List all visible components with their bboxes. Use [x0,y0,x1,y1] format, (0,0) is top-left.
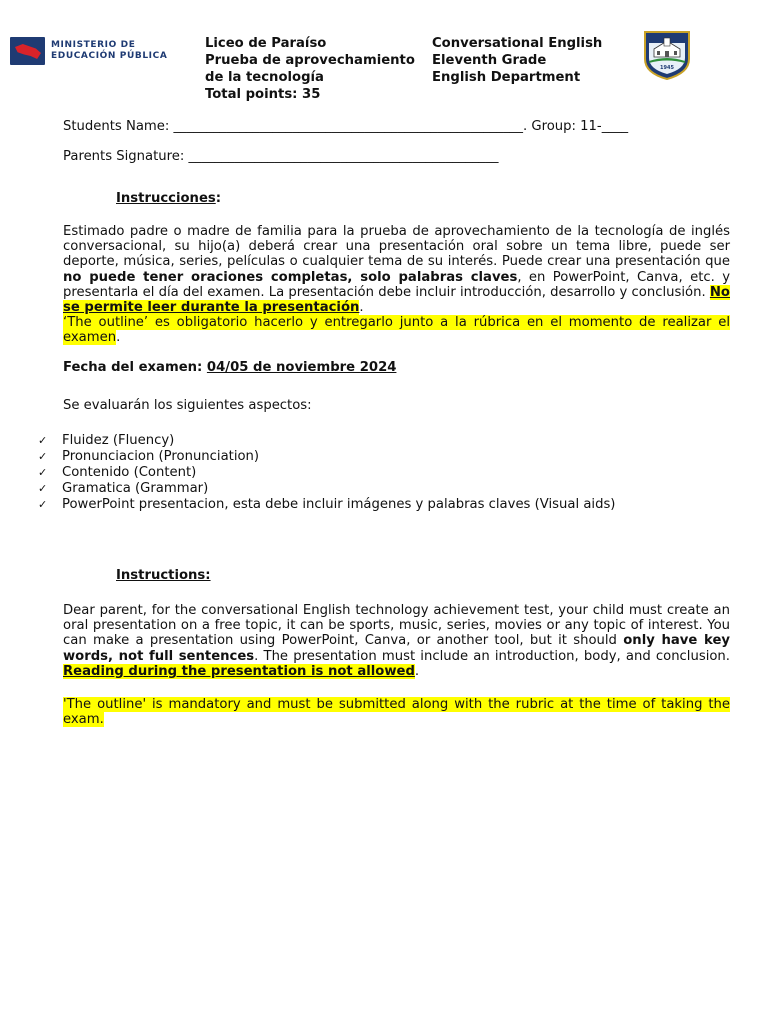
english-period: . [414,663,420,679]
grade-level: Eleventh Grade [432,53,547,68]
department-name: English Department [432,70,581,85]
aspect-grammar: Gramatica (Grammar) [62,481,209,496]
spanish-text-part-2: , en PowerPoint, Canva, etc. y presentarla el día del examen. La presentación debe incluir introducción, desarrollo y conclusión. [63,269,730,300]
total-points: Total points: 35 [205,87,321,102]
school-crest-icon [640,27,694,81]
instructions-heading [116,568,211,583]
spanish-outline-period: . [116,330,121,346]
english-outline-paragraph [63,697,730,727]
costa-rica-map-icon [10,37,45,65]
list-item [38,449,615,465]
aspect-content: Contenido (Content) [62,465,197,480]
aspects-intro: Se evaluarán los siguientes aspectos: [63,398,312,413]
spanish-instructions-paragraph [63,224,730,346]
check-mark-icon: ✓ [38,450,48,463]
aspect-fluency: Fluidez (Fluency) [62,433,175,448]
english-key-words-rule: only have key words, not full sentences [63,633,731,664]
check-mark-icon: ✓ [38,466,48,479]
list-item [38,465,615,481]
course-name: Conversational English [432,36,603,51]
spanish-no-reading-rule: No se permite leer durante la presentación [63,284,730,316]
header-course-info [432,35,602,86]
check-mark-icon: ✓ [38,434,48,447]
check-mark-icon: ✓ [38,482,48,495]
instructions-heading-text: Instructions: [116,568,211,583]
spanish-outline-requirement: ‘The outline’ es obligatorio hacerlo y entregarlo junto a la rúbrica en el momento de realizar el examen [63,315,730,346]
english-outline-requirement: 'The outline' is mandatory and must be submitted along with the rubric at the time of taking the exam. [63,697,730,728]
logo-line-2: EDUCACIÓN PÚBLICA [51,51,168,61]
test-title-line-1: Prueba de aprovechamiento [205,53,415,68]
evaluation-aspects-list [38,433,615,513]
header-school-info [205,35,415,103]
aspect-visual-aids: PowerPoint presentacion, esta debe incluir imágenes y palabras claves (Visual aids) [62,497,616,512]
instrucciones-heading-text: Instrucciones [116,191,216,206]
english-text-part-1: Dear parent, for the conversational English technology achievement test, your child must create an oral presentation on a free topic, it can be sports, music, series, movies or any topic of interest. You can make a presentation using PowerPoint, Canva, or another tool, but it should [63,603,730,649]
test-title-line-2: de la tecnología [205,70,324,85]
crest-year: 1945 [660,65,674,71]
ministry-logo-text [51,40,167,62]
spanish-key-words-rule: no puede tener oraciones completas, solo palabras claves [63,269,518,285]
logo-line-1: MINISTERIO DE [51,40,136,50]
list-item [38,481,615,497]
parent-signature-line: Parents Signature: _______________________________________________ [63,149,499,164]
aspect-pronunciation: Pronunciacion (Pronunciation) [62,449,260,464]
spanish-period: . [359,300,364,316]
school-name: Liceo de Paraíso [205,36,327,51]
check-mark-icon: ✓ [38,498,48,511]
student-name-line: Students Name: _____________________________________________________. Group: 11-____ [63,119,629,134]
english-instructions-paragraph [63,603,730,679]
list-item [38,497,615,513]
english-no-reading-rule: Reading during the presentation is not allowed [63,663,415,679]
list-item [38,433,615,449]
instrucciones-heading-colon: : [215,191,222,206]
english-text-part-2: . The presentation must include an introduction, body, and conclusion. [254,648,730,664]
exam-date [63,360,396,375]
exam-date-value: 04/05 de noviembre 2024 [206,360,397,375]
exam-date-label: Fecha del examen: [63,360,207,375]
instrucciones-heading [116,191,221,206]
ministry-logo [10,36,174,66]
spanish-text-part-1: Estimado padre o madre de familia para la prueba de aprovechamiento de la tecnología de inglés conversacional, su hijo(a) deberá crear una presentación oral sobre un tema libre, puede ser deporte, música, series, películas o cualquier tema de su interés. Puede crear una presentación que [63,224,730,270]
